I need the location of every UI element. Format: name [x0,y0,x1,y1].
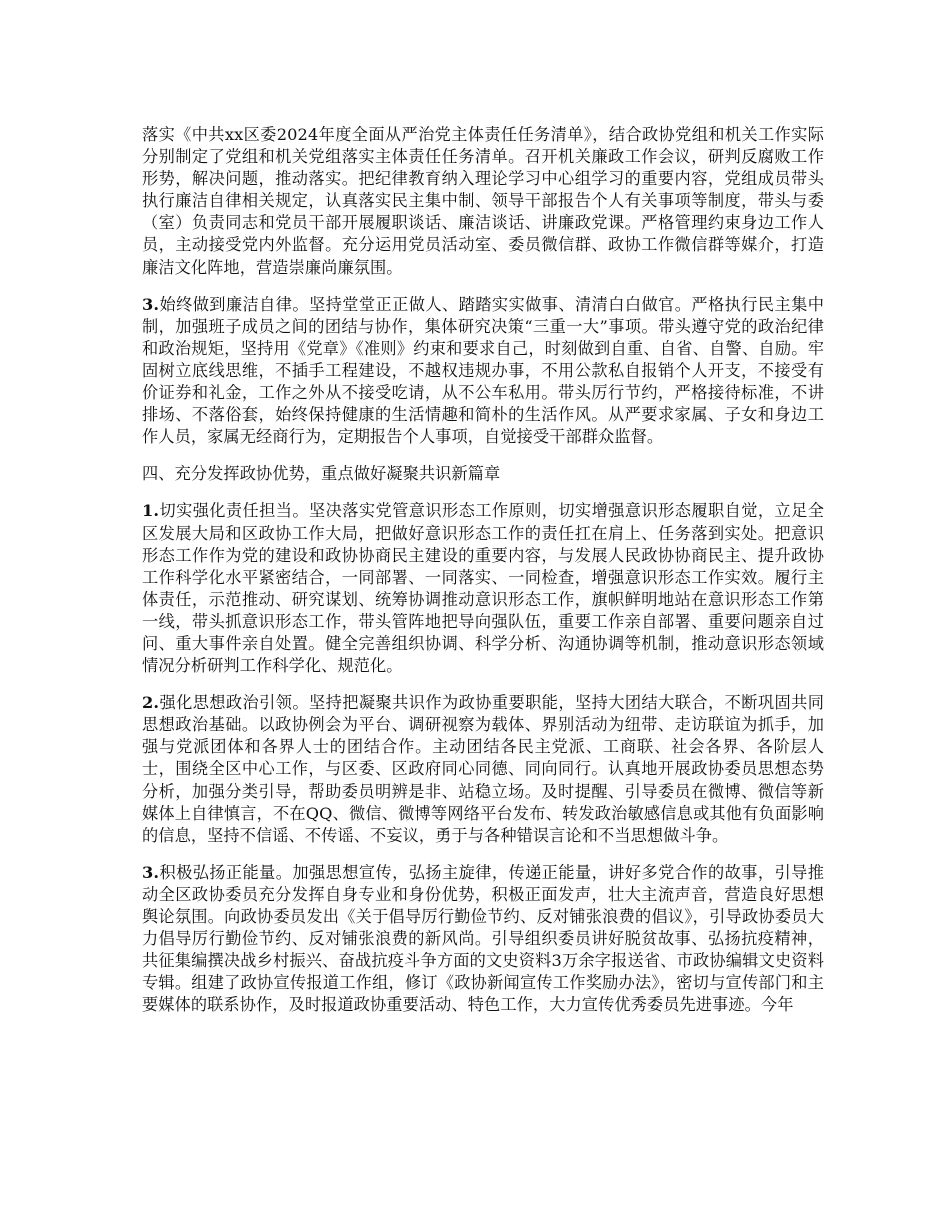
paragraph-positive-energy [142,862,824,1017]
document-body [142,124,824,1031]
section-heading [142,463,824,485]
paragraph-ideological-guidance [142,692,824,847]
paragraph-number: 2. [142,693,160,713]
paragraph-text: 始终做到廉洁自律。坚持堂堂正正做人、踏踏实实做事、清清白白做官。严格执行民主集中制，加强班子成员之间的团结与协作，集体研究决策“三重一大”事项。带头遵守党的政治纪律和政治规矩，坚持用《党章》《准则》约束和要求自己，时刻做到自重、自省、自警、自励。牢固树立底线思维，不插手工程建设，不越权违规办事，不用公款私自报销个人开支，不接受有价证券和礼金，工作之外从不接受吃请，从不公车私用。带头厉行节约，严格接待标准，不讲排场、不落俗套，始终保持健康的生活情趣和简朴的生活作风。从严要求家属、子女和身边工作人员，家属无经商行为，定期报告个人事项，自觉接受干部群众监督。 [142,294,824,447]
paragraph-number: 3. [142,294,160,314]
paragraph-number: 3. [142,862,160,882]
section-heading-text: 四、充分发挥政协优势，重点做好凝聚共识新篇章 [142,464,501,484]
paragraph-integrity-self-discipline [142,294,824,449]
paragraph-party-responsibility [142,124,824,279]
paragraph-text: 落实《中共xx区委2024年度全面从严治党主体责任任务清单》，结合政协党组和机关工作实际分别制定了党组和机关党组落实主体责任任务清单。召开机关廉政工作会议，研判反腐败工作形势，解决问题，推动落实。把纪律教育纳入理论学习中心组学习的重要内容，党组成员带头执行廉洁自律相关规定，认真落实民主集中制、领导干部报告个人有关事项等制度，带头与委（室）负责同志和党员干部开展履职谈话、廉洁谈话、讲廉政党课。严格管理约束身边工作人员，主动接受党内外监督。充分运用党员活动室、委员微信群、政协工作微信群等媒介，打造廉洁文化阵地，营造崇廉尚廉氛围。 [142,125,824,277]
paragraph-number: 1. [142,501,160,521]
paragraph-text: 强化思想政治引领。坚持把凝聚共识作为政协重要职能，坚持大团结大联合，不断巩固共同思想政治基础。以政协例会为平台、调研视察为载体、界别活动为纽带、走访联谊为抓手，加强与党派团体和各界人士的团结合作。主动团结各民主党派、工商联、社会各界、各阶层人士，围绕全区中心工作，与区委、区政府同心同德、同向同行。认真地开展政协委员思想态势分析，加强分类引导，帮助委员明辨是非、站稳立场。及时提醒、引导委员在微博、微信等新媒体上自律慎言，不在QQ、微信、微博等网络平台发布、转发政治敏感信息或其他有负面影响的信息，坚持不信谣、不传谣、不妄议，勇于与各种错误言论和不当思想做斗争。 [142,693,824,845]
paragraph-text: 切实强化责任担当。坚决落实党管意识形态工作原则，切实增强意识形态履职自觉，立足全区发展大局和区政协工作大局，把做好意识形态工作的责任扛在肩上、任务落到实处。把意识形态工作作为党的建设和政协协商民主建设的重要内容，与发展人民政协协商民主、提升政协工作科学化水平紧密结合，一同部署、一同落实、一同检查，增强意识形态工作实效。履行主体责任，示范推动、研究谋划、统筹协调推动意识形态工作，旗帜鲜明地站在意识形态工作第一线，带头抓意识形态工作，带头管阵地把导向强队伍，重要工作亲自部署、重要问题亲自过问、重大事件亲自处置。健全完善组织协调、科学分析、沟通协调等机制，推动意识形态领域情况分析研判工作科学化、规范化。 [142,501,824,676]
paragraph-strengthen-responsibility [142,500,824,677]
paragraph-text: 积极弘扬正能量。加强思想宣传，弘扬主旋律，传递正能量，讲好多党合作的故事，引导推动全区政协委员充分发挥自身专业和身份优势，积极正面发声，壮大主流声音，营造良好思想舆论氛围。向政协委员发出《关于倡导厉行勤俭节约、反对铺张浪费的倡议》，引导政协委员大力倡导厉行勤俭节约、反对铺张浪费的新风尚。引导组织委员讲好脱贫故事、弘扬抗疫精神，共征集编撰决战乡村振兴、奋战抗疫斗争方面的文史资料3万余字报送省、市政协编辑文史资料专辑。组建了政协宣传报道工作组，修订《政协新闻宣传工作奖励办法》，密切与宣传部门和主要媒体的联系协作，及时报道政协重要活动、特色工作，大力宣传优秀委员先进事迹。今年 [142,862,824,1015]
